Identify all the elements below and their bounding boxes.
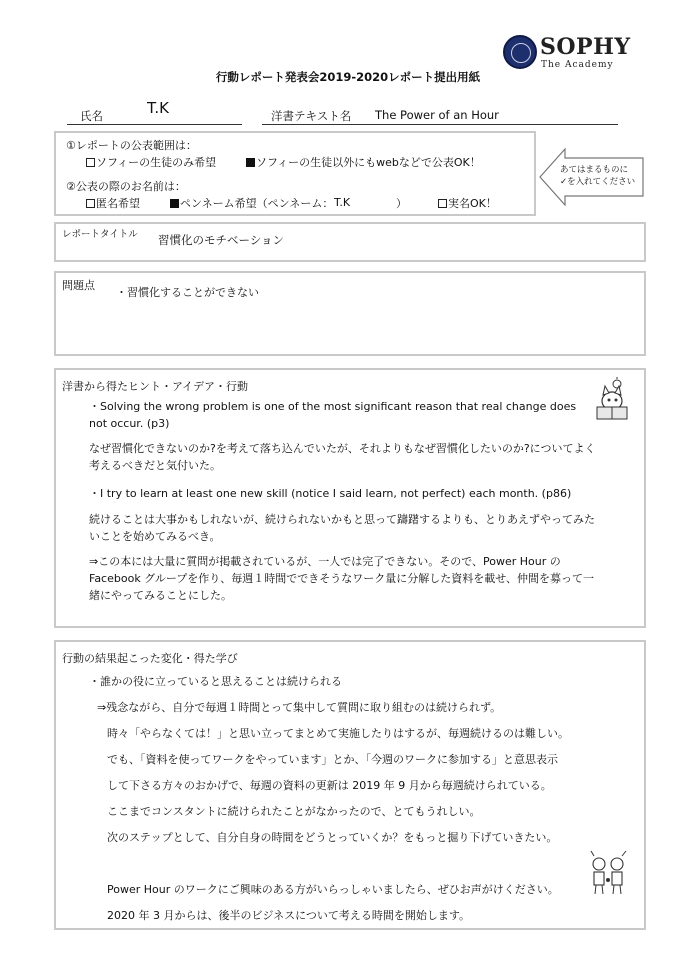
hint-paragraph-3: ⇒この本には大量に質問が掲載されているが、一人では完了できない。そので、Power Hour の Facebook グループを作り、毎週１時間でできそうなワーク量に分解した資料を載せ、仲間を募って一緒にやってみることにした。	[89, 555, 594, 602]
reading-character-illustration-icon	[590, 377, 634, 423]
hint-quote-1: ・Solving the wrong problem is one of the most significant reason that real change does not occur. (p3)	[89, 400, 577, 430]
checkbox-empty[interactable]	[86, 199, 95, 208]
problem-box	[54, 271, 646, 356]
hint-paragraph-2: 続けることは大事かもしれないが、続けられないかもと思って躊躇するよりも、とりあえずやってみたいことを始めてみるべき。	[89, 513, 595, 543]
hints-label: 洋書から得たヒント・アイデア・行動	[62, 380, 249, 393]
hint-quote-2: ・I try to learn at least one new skill (notice I said learn, not perfect) each month. (p86)	[89, 487, 572, 500]
cheering-characters-illustration-icon	[588, 850, 630, 898]
penname-value: T.K	[334, 196, 351, 209]
hint-paragraph-1: なぜ習慣化できないのか?を考えて落ち込んでいたが、それよりもなぜ習慣化したいのか?についてよく考えるべきだと気付いた。	[89, 442, 596, 472]
option-label: 実名OK！	[448, 197, 497, 210]
checkbox-filled[interactable]	[170, 199, 179, 208]
results-line-8: Power Hour のワークにご興味のある方がいらっしゃいましたら、ぜひお声がけください。	[107, 883, 559, 896]
penname-close-paren: ）	[396, 197, 407, 210]
book-value: The Power of an Hour	[375, 108, 499, 122]
name-value: T.K	[147, 99, 169, 117]
report-title-value: 習慣化のモチベーション	[158, 233, 285, 247]
report-title-label: レポートタイトル	[62, 229, 138, 240]
academy-seal-logo	[503, 35, 537, 69]
document-title: 行動レポート発表会2019-2020レポート提出用紙	[215, 70, 481, 84]
results-line-9: 2020 年 3 月からは、後半のビジネスについて考える時間を開始します。	[107, 909, 471, 922]
checkbox-filled[interactable]	[246, 158, 255, 167]
problem-text: ・習慣化することができない	[116, 286, 259, 299]
option-label: 匿名希望	[96, 197, 140, 210]
results-line-5: して下さる方々のおかげで、毎週の資料の更新は 2019 年 9 月から毎週続けられている。	[107, 779, 552, 792]
results-label: 行動の結果起こった変化・得た学び	[62, 652, 238, 665]
option-label: ソフィーの生徒以外にもwebなどで公表OK！	[256, 156, 481, 169]
book-label: 洋書テキスト名	[271, 109, 352, 123]
arrow-note-line1: あてはまるものに	[560, 165, 629, 175]
q1-option-students-only[interactable]	[86, 155, 216, 170]
book-underline	[262, 124, 618, 125]
option-label: ペンネーム希望（ペンネーム：	[180, 197, 334, 210]
option-label: ソフィーの生徒のみ希望	[96, 156, 217, 169]
report-title-box	[54, 222, 646, 262]
checkbox-empty[interactable]	[86, 158, 95, 167]
results-line-1: ・誰かの役に立っていると思えることは続けられる	[89, 675, 342, 688]
q2-option-penname[interactable]	[170, 196, 333, 211]
q1-option-public-ok[interactable]	[246, 155, 481, 170]
results-line-6: ここまでコンスタントに続けられたことがなかったので、とてもうれしい。	[107, 805, 481, 818]
problem-label: 問題点	[62, 279, 95, 292]
name-underline	[67, 124, 242, 125]
results-line-3: 時々「やらなくては！」と思い立ってまとめて実施したりはするが、毎週続けるのは難しい。	[107, 727, 569, 740]
disclosure-q2: ②公表の際のお名前は：	[66, 180, 186, 193]
results-line-4: でも、「資料を使ってワークをやっています」とか、「今週のワークに参加する」と意思表示	[107, 753, 558, 766]
name-label: 氏名	[80, 109, 103, 123]
logo-name: SOPHY	[540, 34, 631, 60]
results-line-2: ⇒残念ながら、自分で毎週１時間とって集中して質問に取り組むのは続けられず。	[97, 701, 502, 714]
q2-option-realname[interactable]	[438, 196, 497, 211]
q2-option-anonymous[interactable]	[86, 196, 140, 211]
disclosure-q1: ①レポートの公表範囲は：	[66, 139, 197, 152]
checkbox-empty[interactable]	[438, 199, 447, 208]
logo-subtitle: The Academy	[541, 60, 614, 70]
arrow-note-line2: ✓を入れてください	[560, 177, 636, 187]
results-line-7: 次のステップとして、自分自身の時間をどうとっていくか？をもっと掘り下げていきたい。	[107, 831, 558, 844]
